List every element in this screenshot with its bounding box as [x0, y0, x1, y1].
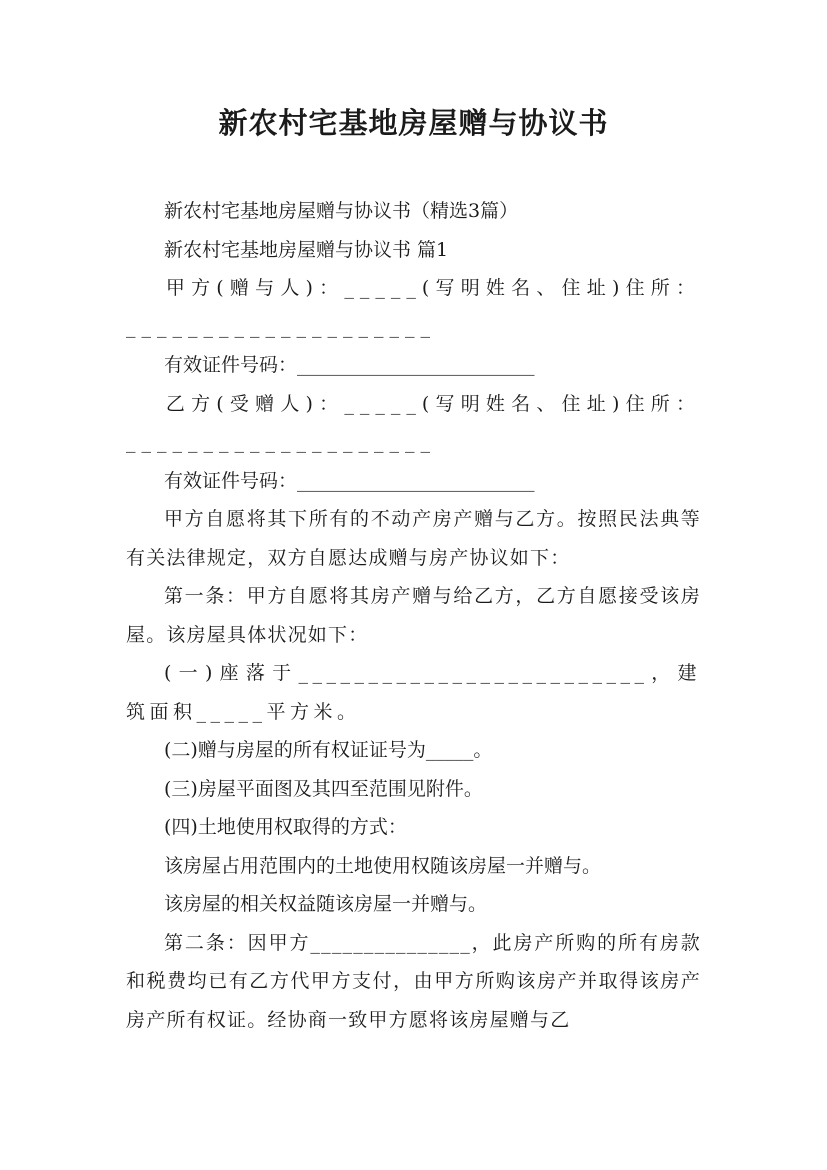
paragraph-party-a: 甲方(赠与人)：_____(写明姓名、住址)住所：____________________ — [126, 277, 701, 338]
paragraph-article-1: 第一条：甲方自愿将其房产赠与给乙方，乙方自愿接受该房屋。该房屋具体状况如下： — [126, 585, 701, 646]
paragraph-section-heading: 新农村宅基地房屋赠与协议书 篇1 — [164, 238, 449, 261]
paragraph-intro: 甲方自愿将其下所有的不动产房产赠与乙方。按照民法典等有关法律规定，双方自愿达成赠与房产协议如下： — [126, 508, 701, 569]
paragraph-article-2: 第二条：因甲方_______________，此房产所购的所有房款和税费均已有乙方代甲方支付，由甲方所购该房产并取得该房产房产所有权证。经协商一致甲方愿将该房屋赠与乙 — [126, 931, 701, 1031]
paragraph-item-4: (四)土地使用权取得的方式： — [164, 816, 407, 838]
paragraph-rights: 该房屋的相关权益随该房屋一并赠与。 — [164, 893, 488, 915]
paragraph-party-b: 乙方(受赠人)：_____(写明姓名、住址)住所：____________________ — [126, 392, 701, 453]
paragraph-subtitle: 新农村宅基地房屋赠与协议书（精选3篇） — [164, 200, 519, 222]
document-title: 新农村宅基地房屋赠与协议书 — [218, 106, 609, 140]
paragraph-item-3: (三)房屋平面图及其四至范围见附件。 — [164, 777, 483, 800]
paragraph-party-b-id: 有效证件号码：_________________________ — [164, 469, 535, 492]
paragraph-land-use: 该房屋占用范围内的土地使用权随该房屋一并赠与。 — [164, 854, 602, 877]
document-body — [126, 192, 701, 1039]
paragraph-party-a-id: 有效证件号码：_________________________ — [164, 354, 535, 376]
paragraph-item-2: (二)赠与房屋的所有权证证号为_____。 — [164, 739, 493, 761]
paragraph-item-1: (一)座落于_________________________，建筑面积_____平方米。 — [126, 662, 701, 723]
